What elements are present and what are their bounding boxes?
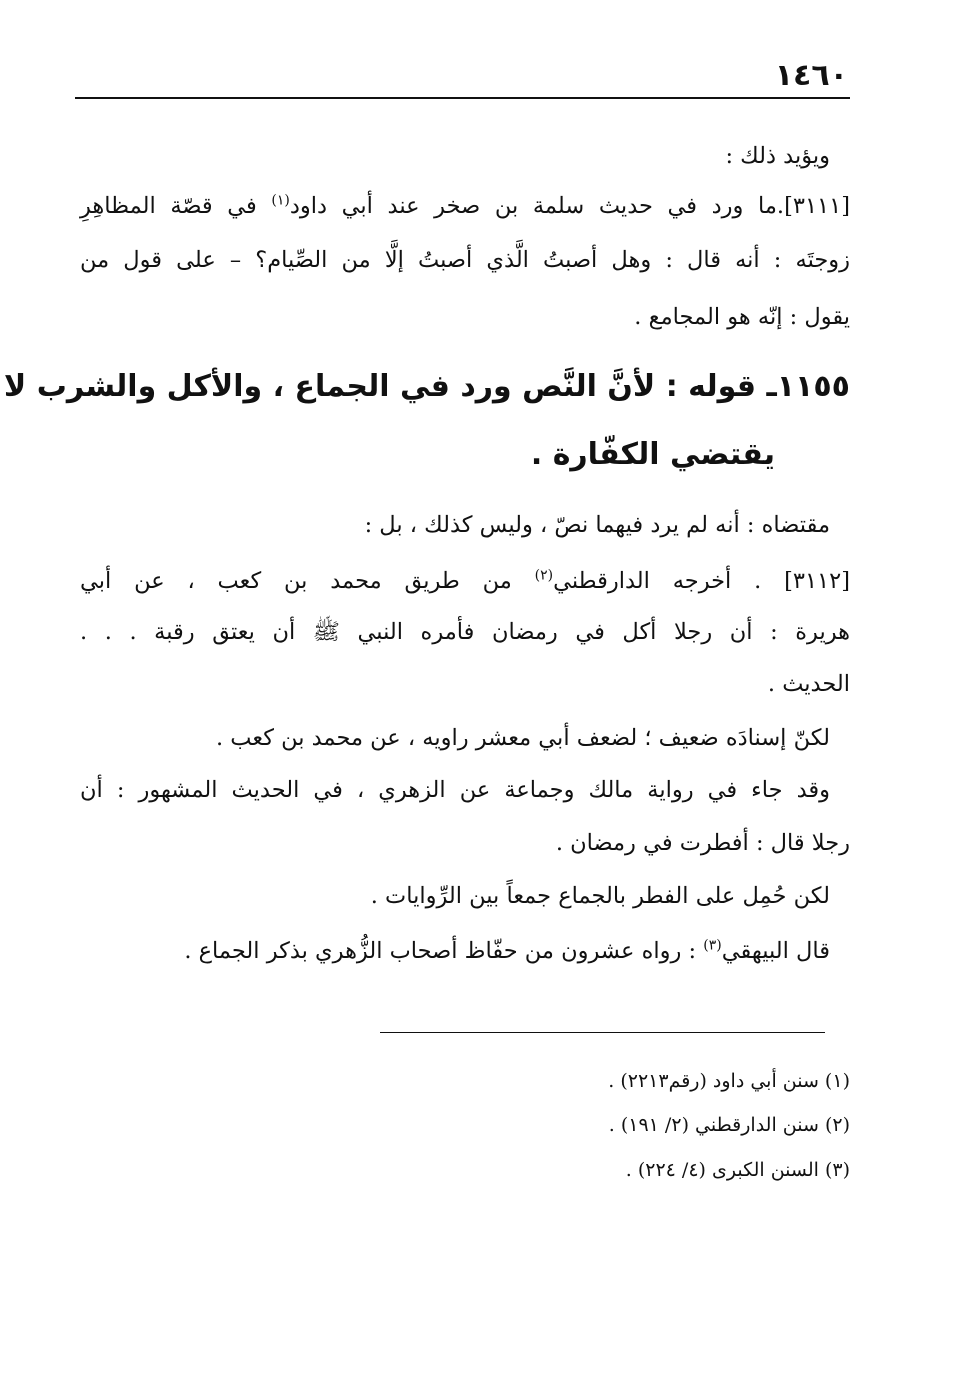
body-line: الحديث . xyxy=(767,671,850,697)
page-number: ١٤٦٠ xyxy=(774,58,848,93)
body-line: رجلا قال : أفطرت في رمضان . xyxy=(555,830,850,856)
body-line: [٣١١١].ما ورد في حديث سلمة بن صخر عند أبي داود$^{(١)}$ في قصّة المظاهِرِ xyxy=(80,192,850,219)
header-rule xyxy=(75,97,850,99)
commentary-heading: يقتضي الكفّارة . xyxy=(530,437,775,472)
body-line: قال البيهقي$^{(٣)}$ : رواه عشرون من حفّاظ أصحاب الزُّهري بذكر الجماع . xyxy=(184,937,830,964)
footnote: (١) سنن أبي داود (رقم٢٢١٣) . xyxy=(608,1070,850,1092)
body-line: [٣١١٢] . أخرجه الدارقطني$^{(٢)}$ من طريق محمد بن كعب ، عن أبي xyxy=(80,567,850,594)
footnote-rule xyxy=(380,1032,825,1033)
body-line: ويؤيد ذلك : xyxy=(725,143,830,169)
body-line: مقتضاه : أنه لم يرد فيهما نصّ ، وليس كذلك ، بل : xyxy=(364,512,830,538)
footnote-ref: (١) xyxy=(271,192,290,209)
footnote-ref: (٣) xyxy=(703,937,722,954)
body-line: لكنّ إسنادَه ضعيف ؛ لضعف أبي معشر راويه ، عن محمد بن كعب . xyxy=(215,725,830,751)
footnote: (٣) السنن الكبرى (٤/ ٢٢٤) . xyxy=(625,1159,850,1181)
commentary-heading: ١١٥٥ـ قوله : لأنَّ النَّص ورد في الجماع ، والأكل والشرب لا xyxy=(3,369,850,404)
body-line: زوجتَه : أنه قال : وهل أصبتُ الَّذي أصبتُ إلَّا من الصِّيام؟ – على قول من xyxy=(80,247,850,273)
body-line: يقول : إنّه هو المجامع . xyxy=(634,304,850,330)
footnote-ref: (٢) xyxy=(534,567,554,584)
body-line: هريرة : أن رجلا أكل في رمضان فأمره النبي ﷺ أن يعتق رقبة . . . xyxy=(80,619,850,645)
body-line: وقد جاء في رواية مالك وجماعة عن الزهري ، في الحديث المشهور : أن xyxy=(80,777,830,803)
footnote: (٢) سنن الدارقطني (٢/ ١٩١) . xyxy=(608,1114,850,1136)
body-line: لكن حُمِل على الفطر بالجماع جمعاً بين الرِّوايات . xyxy=(370,883,830,909)
